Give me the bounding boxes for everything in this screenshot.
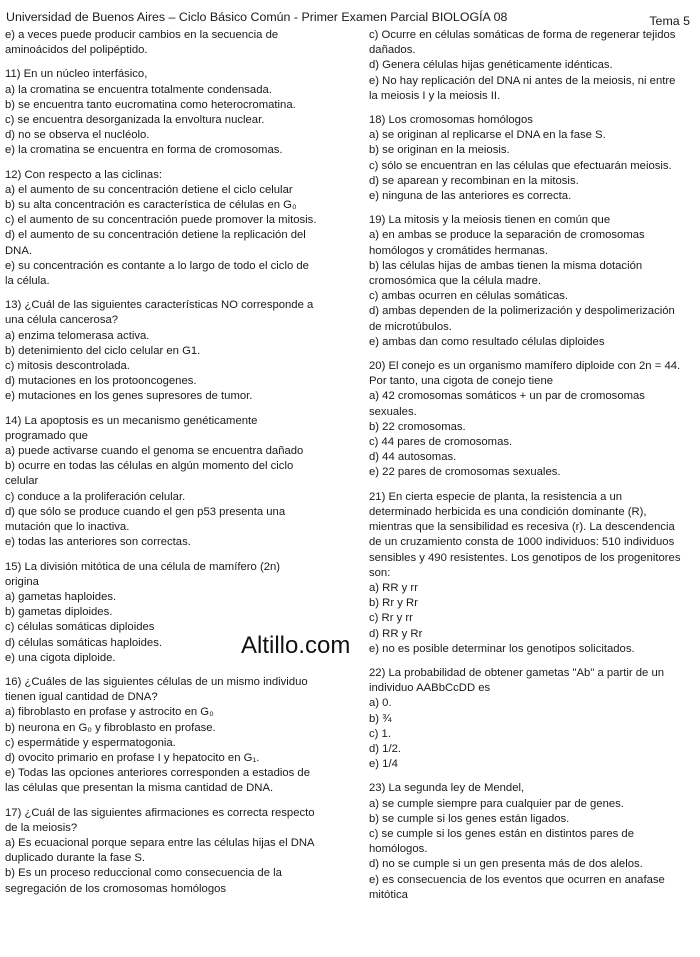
question-line: b) las células hijas de ambas tienen la misma dotación [369,259,643,272]
question-line: c) Rr y rr [369,612,413,625]
question-line: d) no se cumple si un gen presenta más de dos alelos. [369,858,643,871]
question-line: e) ninguna de las anteriores es correcta. [369,190,572,203]
question-line: la célula. [5,275,50,288]
question-line: homólogos y cromátides hermanas. [369,244,548,257]
question-line: de microtúbulos. [369,320,452,333]
question-line: b) 22 cromosomas. [369,420,466,433]
question-line: c) ambas ocurren en células somáticas. [369,290,569,303]
question-line: e) ambas dan como resultado células diploides [369,335,605,348]
question-line: c) células somáticas diploides [5,621,155,634]
question-text: 21) En cierta especie de planta, la resistencia a un [369,490,623,503]
question-line: b) neurona en G₀ y fibroblasto en profase. [5,721,216,734]
question-line: e) su concentración es contante a lo largo de todo el ciclo de [5,259,309,272]
question-text: 12) Con respecto a las ciclinas: [5,168,162,181]
question-line: una célula cancerosa? [5,314,119,327]
question-line: e) es consecuencia de los eventos que ocurren en anafase [369,873,665,886]
question-line: a) se cumple siempre para cualquier par de genes. [369,797,624,810]
exam-title: Universidad de Buenos Aires – Ciclo Básico Común - Primer Examen Parcial BIOLOGÍA 08 [6,10,508,24]
question-line: b) ocurre en todas las células en algún momento del ciclo [5,460,294,473]
question-line: DNA. [5,244,32,257]
question-line: origina [5,575,39,588]
question-line: de un cruzamiento consta de 1000 individuos: 510 individuos [369,536,675,549]
question-line: a) Es ecuacional porque separa entre las células hijas el DNA [5,836,315,849]
question-line: d) 1/2. [369,742,402,755]
question-line: son: [369,566,391,579]
question-text: e) a veces puede producir cambios en la secuencia de [5,29,279,41]
question-line: d) Genera células hijas genéticamente idénticas. [369,59,613,72]
question-text: 14) La apoptosis es un mecanismo genéticamente [5,414,258,427]
question-line: c) mitosis descontrolada. [5,360,130,373]
question-line: celular [5,475,39,488]
question-line: aminoácidos del polipéptido. [5,44,148,57]
question-text: 11) En un núcleo interfásico, [5,68,148,81]
question-block-q17 [5,806,335,897]
question-line: c) espermátide y espermatogonia. [5,736,176,749]
question-line: a) fibroblasto en profase y astrocito en G₀ [5,706,214,719]
exam-header [6,4,694,28]
question-line: d) que sólo se produce cuando el gen p53 presenta una [5,505,286,518]
question-line: b) su alta concentración es característica de células en G₀ [5,199,297,212]
question-line: tienen igual cantidad de DNA? [5,691,158,704]
question-block-q20 [369,359,691,481]
question-line: d) ambas dependen de la polimerización y despolimerización [369,305,675,318]
question-block-q12 [5,168,335,290]
question-line: b) se encuentra tanto eucromatina como heterocromatina. [5,98,296,111]
question-line: e) 1/4 [369,758,398,771]
question-line: d) mutaciones en los protooncogenes. [5,375,197,388]
question-block-q22 [369,666,691,772]
question-block-q16 [5,675,335,797]
question-line: a) 42 cromosomas somáticos + un par de cromosomas [369,390,645,403]
question-line: sensibles y 490 resistentes. Los genotipos de los progenitores [369,551,681,564]
question-line: a) RR y rr [369,581,418,594]
question-line: a) 0. [369,697,392,710]
question-line: determinado herbicida es una condición dominante (R), [369,505,647,518]
question-line: b) gametas diploides. [5,606,113,619]
question-line: segregación de los cromosomas homólogos [5,882,227,895]
question-line: c) se cumple si los genes están en distintos pares de [369,827,634,840]
question-line: Por tanto, una cigota de conejo tiene [369,375,554,388]
question-block-q18 [369,113,691,204]
question-line: c) se encuentra desorganizada la envoltura nuclear. [5,114,265,127]
question-line: de la meiosis? [5,821,78,834]
question-line: sexuales. [369,405,417,418]
question-block-q17_tail [369,28,691,104]
question-line: cromosómica que la célula madre. [369,275,542,288]
question-text: 15) La división mitótica de una célula de mamífero (2n) [5,560,281,573]
question-line: a) en ambas se produce la separación de cromosomas [369,229,645,242]
question-line: d) RR y Rr [369,627,423,640]
question-line: d) células somáticas haploides. [5,636,162,649]
question-line: d) se aparean y recombinan en la mitosis. [369,174,579,187]
question-line: e) mutaciones en los genes supresores de tumor. [5,390,253,403]
question-line: a) la cromatina se encuentra totalmente condensada. [5,83,272,96]
question-line: duplicado durante la fase S. [5,852,146,865]
question-text: 13) ¿Cuál de las siguientes características NO corresponde a [5,299,314,312]
question-line: dañados. [369,44,416,57]
question-line: d) el aumento de su concentración detiene la replicación del [5,229,306,242]
question-line: d) ovocito primario en profase I y hepatocito en G₁. [5,751,260,764]
question-line: b) detenimiento del ciclo celular en G1. [5,344,201,357]
question-block-q19 [369,213,691,350]
question-line: b) se cumple si los genes están ligados. [369,812,570,825]
question-block-q11 [5,67,335,158]
question-line: a) el aumento de su concentración detiene el ciclo celular [5,183,293,196]
question-line: c) conduce a la proliferación celular. [5,490,186,503]
question-line: b) Rr y Rr [369,597,418,610]
question-line: las células que presentan la misma cantidad de DNA. [5,782,274,795]
question-text: 20) El conejo es un organismo mamífero diploide con 2n = 44. [369,360,681,373]
question-text: 18) Los cromosomas homólogos [369,114,533,127]
question-line: e) no es posible determinar los genotipos solicitados. [369,642,635,655]
question-line: e) 22 pares de cromosomas sexuales. [369,466,561,479]
question-line: homólogos. [369,843,428,856]
question-line: programado que [5,429,88,442]
left-column [5,28,335,906]
watermark-text: Altillo.com [241,632,351,659]
question-line: b) Es un proceso reduccional como consecuencia de la [5,867,282,880]
question-line: e) una cigota diploide. [5,651,116,664]
question-text: 17) ¿Cuál de las siguientes afirmaciones es correcta respecto [5,806,315,819]
question-line: e) No hay replicación del DNA ni antes de la meiosis, ni entre [369,74,676,87]
question-block-q14 [5,414,335,551]
question-line: a) se originan al replicarse el DNA en la fase S. [369,129,606,142]
right-column [369,28,691,912]
question-text: 23) La segunda ley de Mendel, [369,782,525,795]
question-line: d) 44 autosomas. [369,451,457,464]
question-line: a) puede activarse cuando el genoma se encuentra dañado [5,445,304,458]
question-line: a) gametas haploides. [5,590,117,603]
question-line: a) enzima telomerasa activa. [5,329,150,342]
question-line: c) 1. [369,727,391,740]
question-line: d) no se observa el nucléolo. [5,129,150,142]
question-line: e) Todas las opciones anteriores corresponden a estadios de [5,767,310,780]
question-block-q21 [369,490,691,657]
question-block-q13 [5,298,335,404]
question-line: b) ¾ [369,712,392,725]
question-line: e) todas las anteriores son correctas. [5,536,191,549]
question-line: individuo AABbCcDD es [369,682,491,695]
question-text: 19) La mitosis y la meiosis tienen en común que [369,214,611,227]
question-block-q23 [369,781,691,903]
question-line: mutación que lo inactiva. [5,521,130,534]
question-line: b) se originan en la meiosis. [369,144,510,157]
question-line: la meiosis I y la meiosis II. [369,89,501,102]
question-text: 22) La probabilidad de obtener gametas "Ab" a partir de un [369,666,665,679]
question-line: mientras que la sensibilidad es recesiva (r). La descendencia [369,521,675,534]
question-line: c) 44 pares de cromosomas. [369,436,513,449]
question-text: 16) ¿Cuáles de las siguientes células de un mismo individuo [5,675,308,688]
question-line: e) la cromatina se encuentra en forma de cromosomas. [5,144,283,157]
question-block-q10_tail [5,28,335,58]
question-text: c) Ocurre en células somáticas de forma de regenerar tejidos [369,29,676,41]
question-line: c) el aumento de su concentración puede promover la mitosis. [5,214,317,227]
question-line: c) sólo se encuentran en las células que efectuarán meiosis. [369,159,672,172]
exam-topic: Tema 5 [649,14,690,28]
question-line: mitótica [369,888,408,901]
